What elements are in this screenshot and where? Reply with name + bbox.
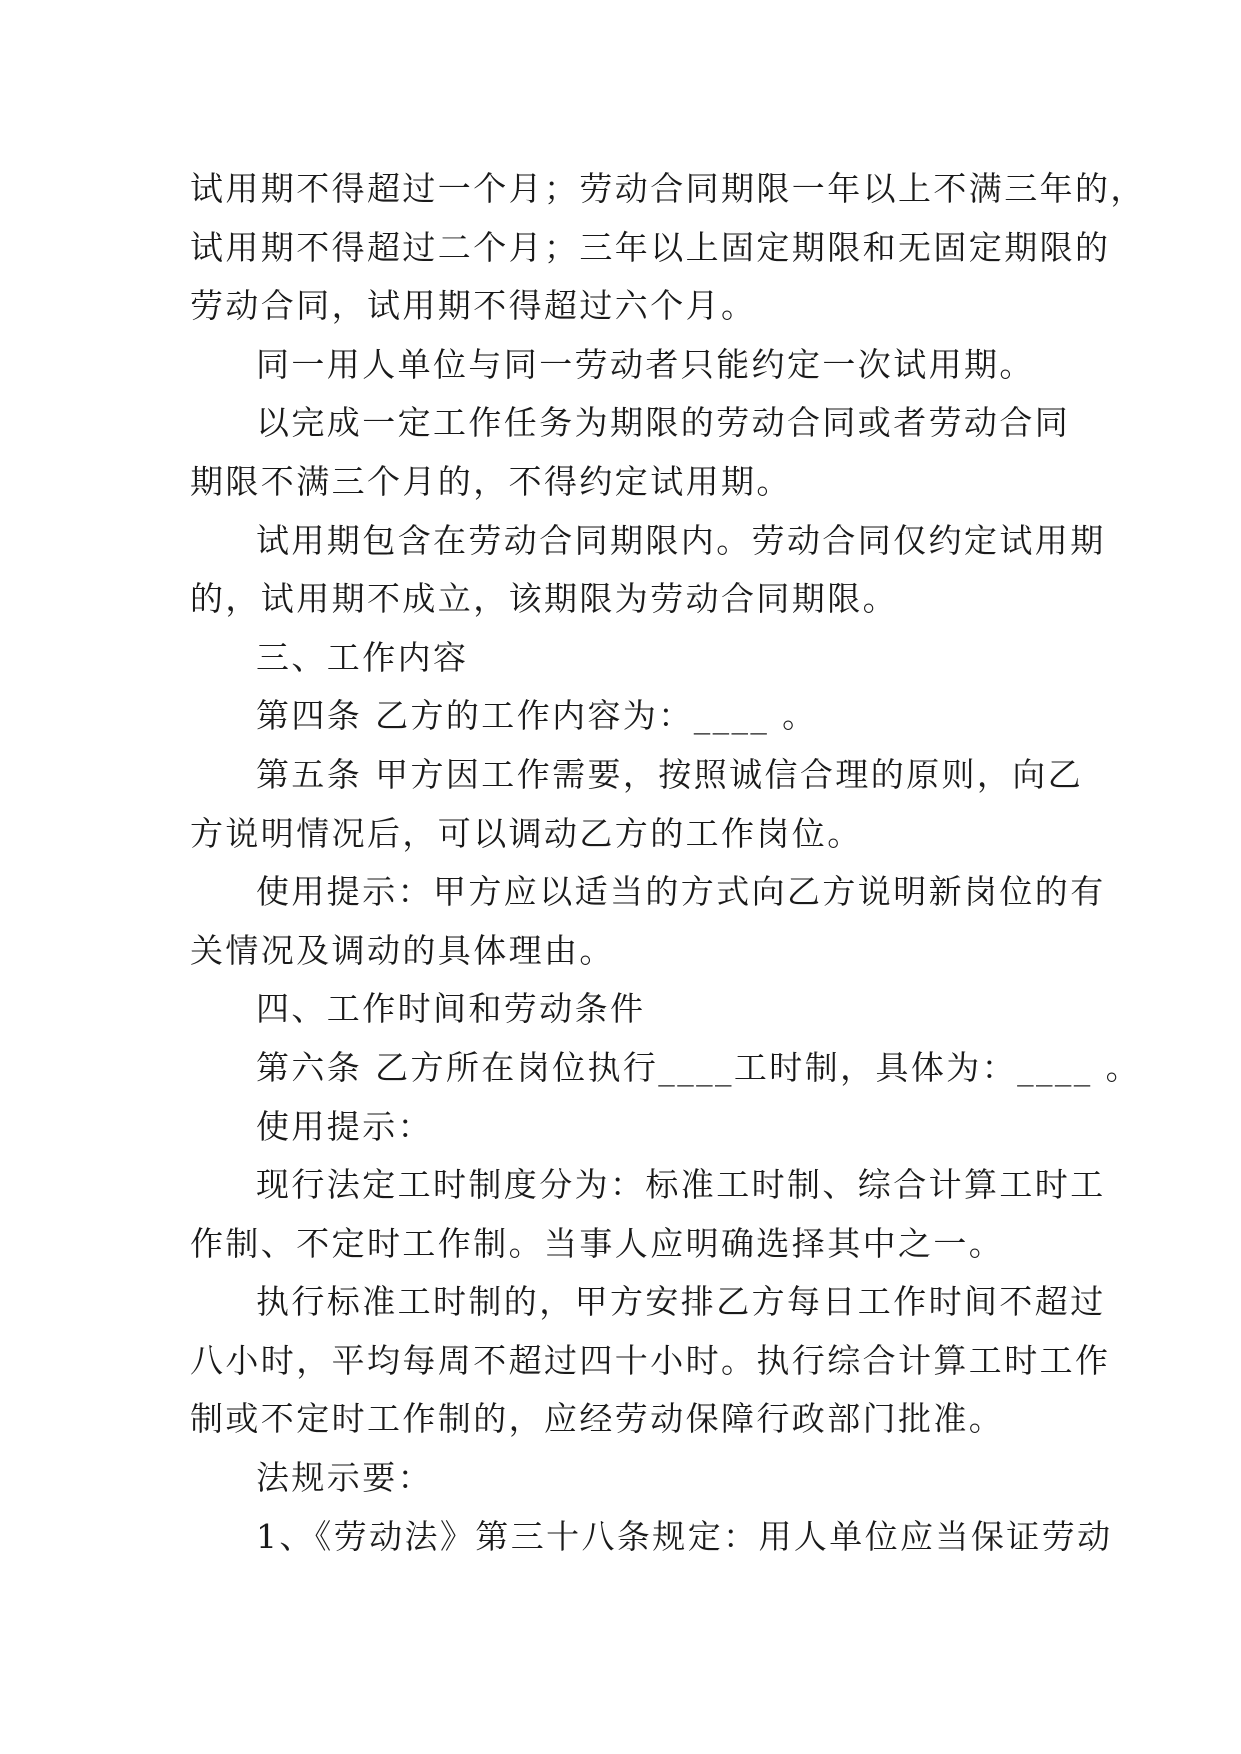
paragraph-line: 以完成一定工作任务为期限的劳动合同或者劳动合同 — [256, 403, 1071, 443]
paragraph-line: 作制、不定时工作制。当事人应明确选择其中之一。 — [190, 1223, 1005, 1263]
article-line: 第六条 乙方所在岗位执行____工时制，具体为：____ 。 — [256, 1047, 1141, 1087]
section-heading: 三、工作内容 — [256, 637, 469, 677]
section-heading: 四、工作时间和劳动条件 — [256, 989, 646, 1029]
paragraph-line: 关情况及调动的具体理由。 — [190, 930, 615, 970]
paragraph-line: 试用期包含在劳动合同期限内。劳动合同仅约定试用期 — [256, 520, 1106, 560]
paragraph-line: 期限不满三个月的，不得约定试用期。 — [190, 461, 792, 501]
paragraph-line: 方说明情况后，可以调动乙方的工作岗位。 — [190, 813, 863, 853]
usage-tip-line: 使用提示：甲方应以适当的方式向乙方说明新岗位的有 — [256, 872, 1106, 912]
article-line: 第五条 甲方因工作需要，按照诚信合理的原则，向乙 — [256, 754, 1084, 794]
paragraph-line: 同一用人单位与同一劳动者只能约定一次试用期。 — [256, 344, 1035, 384]
paragraph-line: 试用期不得超过一个月；劳动合同期限一年以上不满三年的， — [190, 169, 1146, 208]
paragraph-line: 的，试用期不成立，该期限为劳动合同期限。 — [190, 579, 898, 619]
paragraph-line: 劳动合同，试用期不得超过六个月。 — [190, 286, 757, 326]
paragraph-line: 执行标准工时制的，甲方安排乙方每日工作时间不超过 — [256, 1282, 1106, 1322]
paragraph-line: 制或不定时工作制的，应经劳动保障行政部门批准。 — [190, 1399, 1005, 1439]
paragraph-line: 试用期不得超过二个月；三年以上固定期限和无固定期限的 — [190, 227, 1111, 267]
document-page — [190, 160, 1146, 1566]
paragraph-line: 八小时，平均每周不超过四十小时。执行综合计算工时工作 — [190, 1340, 1111, 1380]
article-line: 第四条 乙方的工作内容为：____ 。 — [256, 696, 818, 736]
regulation-heading: 法规示要： — [256, 1458, 433, 1498]
paragraph-line: 现行法定工时制度分为：标准工时制、综合计算工时工 — [256, 1165, 1106, 1205]
regulation-line: 1、《劳动法》第三十八条规定：用人单位应当保证劳动 — [256, 1516, 1113, 1556]
usage-tip-heading: 使用提示： — [256, 1106, 433, 1146]
